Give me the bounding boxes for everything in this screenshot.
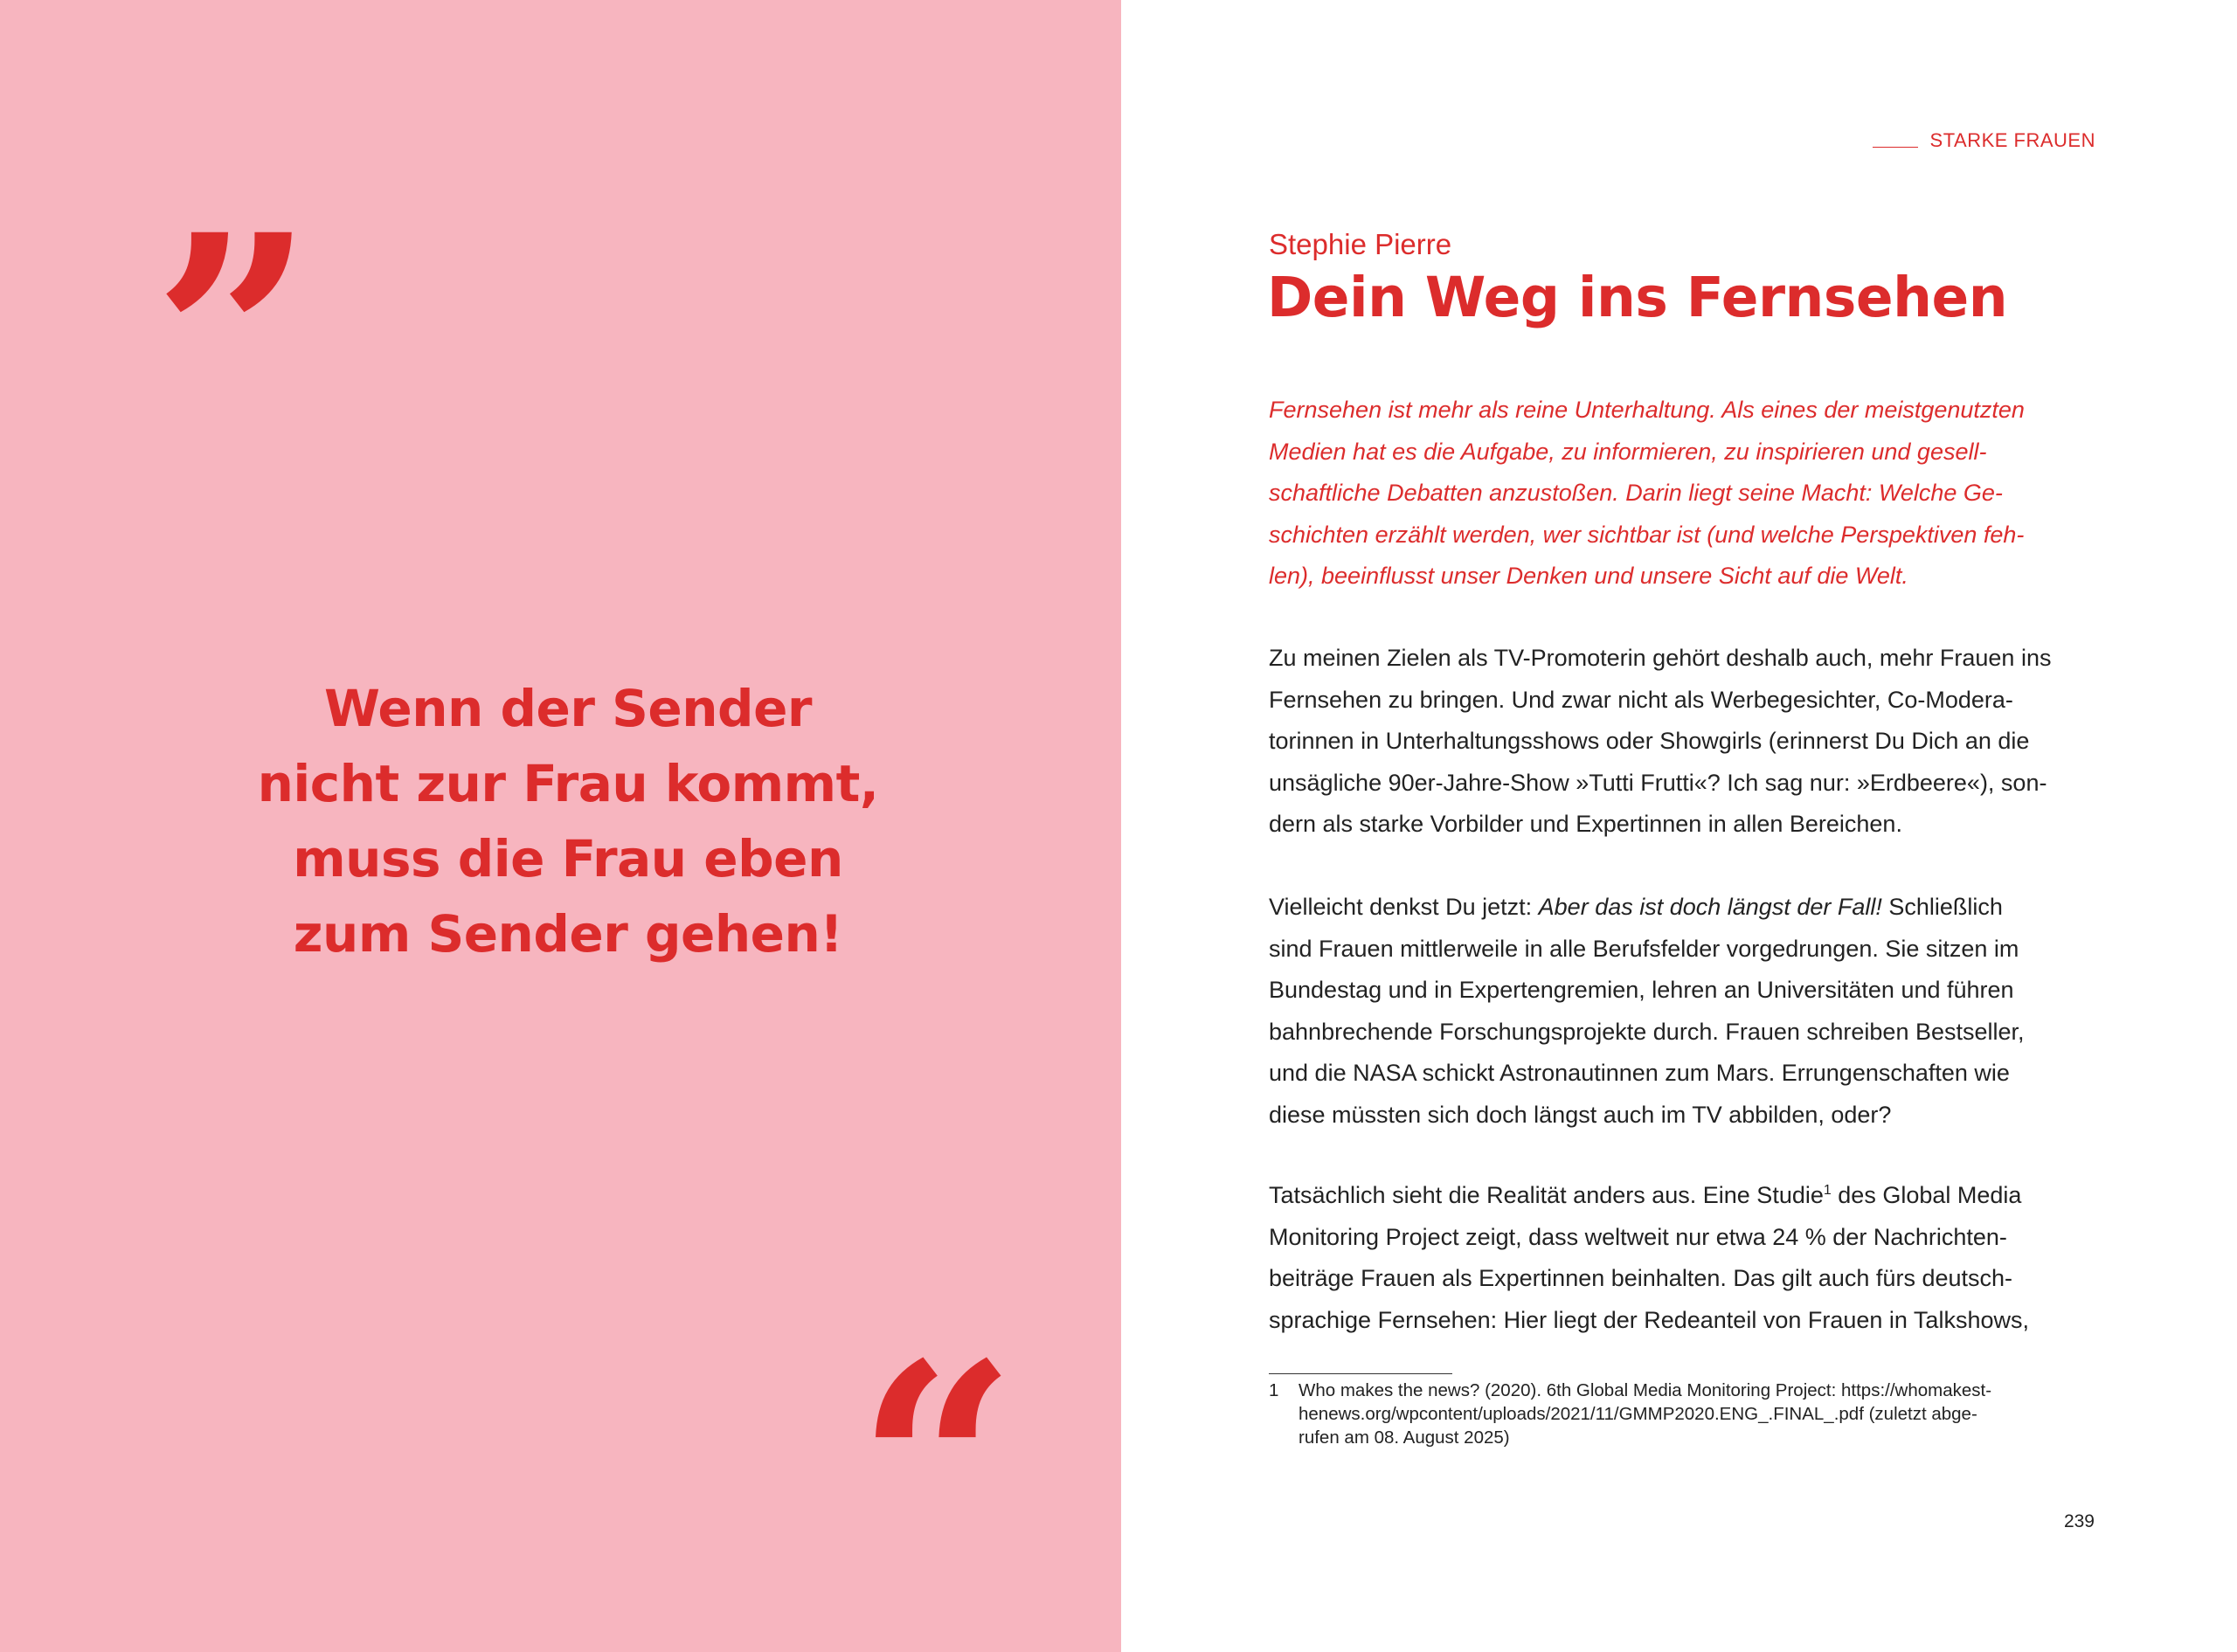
pull-quote-line: Wenn der Sender	[323, 679, 813, 738]
footnote-reference[interactable]: 1	[1823, 1183, 1832, 1198]
lead-line: Medien hat es die Aufgabe, zu informieren, zu inspirieren und gesell-	[1269, 438, 1987, 465]
body-line	[1269, 1175, 2108, 1217]
closing-quote-mark: “	[856, 1303, 1018, 1631]
body-line: Fernsehen zu bringen. Und zwar nicht als Werbegesichter, Co-Modera-	[1269, 686, 2013, 713]
body-text: Schließlich	[1881, 894, 2003, 920]
running-head-rule	[1873, 147, 1918, 148]
body-line: Zu meinen Zielen als TV-Promoterin gehört deshalb auch, mehr Frauen ins	[1269, 645, 2052, 671]
footnote-line: Who makes the news? (2020). 6th Global Media Monitoring Project: https://whomakest-	[1299, 1380, 1992, 1400]
body-line: unsägliche 90er-Jahre-Show »Tutti Frutti«? Ich sag nur: »Erdbeere«), son-	[1269, 769, 2047, 796]
chapter-title: Dein Weg ins Fernsehen	[1267, 266, 2008, 329]
lead-line: Fernsehen ist mehr als reine Unterhaltung. Als eines der meistgenutzten	[1269, 397, 2025, 423]
pull-quote-line: nicht zur Frau kommt,	[257, 754, 879, 813]
pull-quote	[175, 671, 961, 971]
lead-line: len), beeinflusst unser Denken und unsere Sicht auf die Welt.	[1269, 563, 1908, 589]
body-line	[1269, 887, 2108, 929]
body-line: beiträge Frauen als Expertinnen beinhalten. Das gilt auch fürs deutsch-	[1269, 1265, 2013, 1291]
body-line: bahnbrechende Forschungsprojekte durch. Frauen schreiben Bestseller,	[1269, 1018, 2025, 1045]
pull-quote-line: zum Sender gehen!	[293, 904, 843, 964]
lead-paragraph	[1269, 390, 2108, 598]
pull-quote-line: muss die Frau eben	[293, 829, 843, 888]
body-line: und die NASA schickt Astronautinnen zum Mars. Errungenschaften wie	[1269, 1060, 2010, 1086]
running-head-label: STARKE FRAUEN	[1929, 129, 2095, 151]
italic-phrase: Aber das ist doch längst der Fall!	[1538, 894, 1882, 920]
body-line: torinnen in Unterhaltungsshows oder Showgirls (erinnerst Du Dich an die	[1269, 728, 2030, 754]
opening-quote-mark: ”	[153, 175, 315, 502]
footnote-text	[1299, 1379, 2067, 1449]
lead-line: schichten erzählt werden, wer sichtbar ist (und welche Perspektiven feh-	[1269, 521, 2025, 548]
footnote-line: rufen am 08. August 2025)	[1299, 1427, 1510, 1448]
body-text: Vielleicht denkst Du jetzt:	[1269, 894, 1539, 920]
page-number: 239	[2063, 1511, 2095, 1531]
author-name: Stephie Pierre	[1269, 228, 1452, 260]
body-paragraph-1	[1269, 638, 2108, 846]
body-line: Monitoring Project zeigt, dass weltweit nur etwa 24 % der Nachrichten-	[1269, 1223, 2007, 1250]
body-line: sprachige Fernsehen: Hier liegt der Redeanteil von Frauen in Talkshows,	[1269, 1306, 2029, 1333]
body-text: des Global Media	[1831, 1182, 2022, 1208]
footnote-number: 1	[1269, 1380, 1279, 1400]
body-paragraph-3	[1269, 1175, 2108, 1341]
lead-line: schaftliche Debatten anzustoßen. Darin liegt seine Macht: Welche Ge-	[1269, 480, 2003, 506]
body-line: Bundestag und in Expertengremien, lehren an Universitäten und führen	[1269, 977, 2014, 1003]
body-paragraph-2	[1269, 887, 2108, 1136]
body-line: dern als starke Vorbilder und Expertinnen in allen Bereichen.	[1269, 811, 1902, 837]
footnote-divider	[1269, 1373, 1452, 1374]
running-head	[1873, 129, 2095, 152]
footnote-line: henews.org/wpcontent/uploads/2021/11/GMMP2020.ENG_.FINAL_.pdf (zuletzt abge-	[1299, 1404, 1977, 1424]
body-line: diese müssten sich doch längst auch im TV abbilden, oder?	[1269, 1101, 1892, 1128]
body-text: Tatsächlich sieht die Realität anders aus. Eine Studie	[1269, 1182, 1824, 1208]
body-line: sind Frauen mittlerweile in alle Berufsfelder vorgedrungen. Sie sitzen im	[1269, 935, 2019, 962]
